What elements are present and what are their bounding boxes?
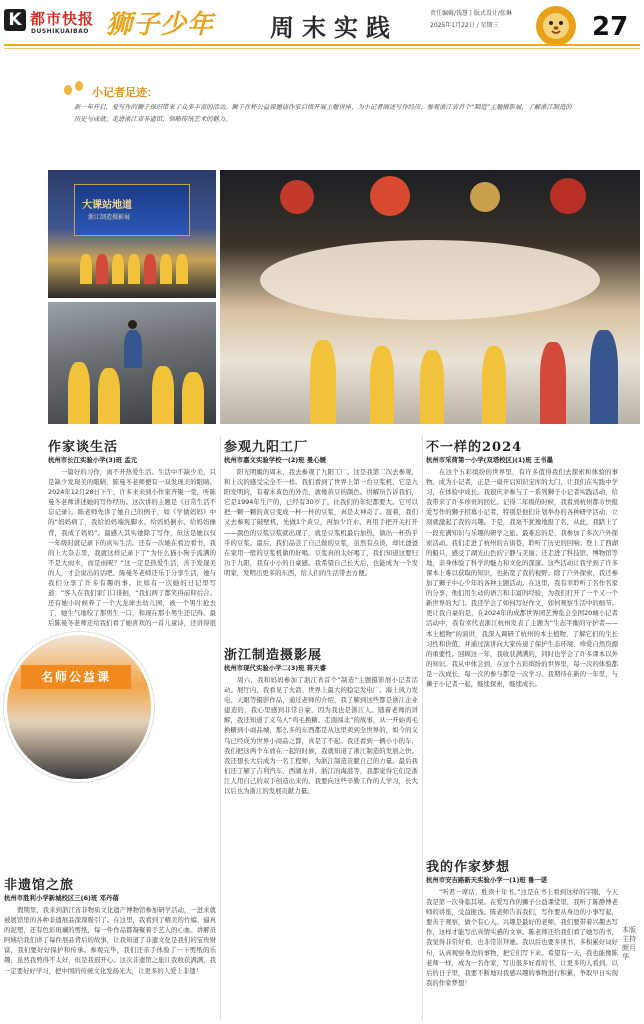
section-title: 周末实践 bbox=[270, 13, 398, 42]
column-divider bbox=[422, 436, 423, 1020]
child-figure bbox=[310, 340, 336, 424]
logo-mark-icon: K bbox=[4, 9, 26, 31]
lantern bbox=[370, 176, 410, 216]
child-figure bbox=[482, 346, 506, 424]
lantern bbox=[280, 180, 314, 214]
article-title: 不一样的2024 bbox=[426, 440, 523, 455]
article-byline: 杭州市采荷第一小学(双塔校区)(1)班 王书墨 bbox=[426, 456, 553, 464]
article-byline: 杭州市长江实验小学(3)班 孟元 bbox=[48, 456, 138, 464]
intro-text: 新一年开启，爱写作的狮子保旧带来了众多丰富的活动。狮子在杯公益课邀请作家启悟开展主题讲座，为小记者阐述写作经历；参观浙江省首个“制造”主题摄影展，了解浙江制造的历史与成就；走进浙江省非遗馆，领略传统艺术的魅力。 bbox=[74, 104, 572, 123]
intro-title: 小记者足迹： bbox=[92, 86, 158, 99]
photo-exhibition-group bbox=[48, 170, 216, 298]
lecture-banner: 名师公益课 bbox=[21, 665, 131, 689]
article-body: 在这个五彩缤纷的世界里，有许多值得我们去探索和体验的事物。成为小记者，正是一扇开启知识宝库的大门，让我们在实践中学习，在体验中成长。我很庆幸参与了一系列狮子小记者实践活动，给我带来了许多珍贵的回忆。记得二年级的时候，我看到杭州都市快报爱写作的狮子招募小记者，特别是他们计划举办的各种研学活动，立刻就激起了我的兴趣。于是，我毫不犹豫地报了名，从此，我踏上了一段充满知识与乐趣的研学之旅。最难忘的是，我参加了多次户外探索活动。我们走进了杭州的古街巷，聆听了历史的回响；登上了西湖的船只，感受了湖光山色的宁静与美丽；还走进了科技馆、博物馆等地，亲身体验了科学的魅力和文化的深邃。这些活动让我学到了许多课本上难以获取的知识，也拓宽了我的视野。除了户外探索，我还参加了狮子中心少年的各种主题活动。在这里，我有幸聆听了名作名家的分享，他们用生动的语言和丰富的经验，为我们打开了一个又一个新世界的大门。我还学会了如何写好作文，如何观察生活中的细节。更让我自豪的是，在2024年的成都世界园艺博览会全国20城小记者活动中，我有幸代表浙江杭州发表了主题为“生态平衡的守护者——本土植物”的演讲，我深入调研了杭州的本土植物，了解它们的生长习性和价值，并通过演讲向大家传递了保护生态环境、珍爱自然资源的重要性。回顾这一年，我收获满满的，同时也学会了许多课本以外的知识。我从中体会到，在这个五彩缤纷的世界里，每一次的体验都是一次成长，每一次的参与都是一次学习。我期待在新的一年里，与狮子小记者一起，继续探索，继续成长。 bbox=[426, 468, 618, 688]
screen-subtitle: 浙江制造摄影展 bbox=[88, 214, 131, 221]
article-body: 假期里，我来到浙江省非物质文化遗产博物馆参加研学活动，一进来就被展馆里的各种非遗展品深深吸引了。在这里，我看到了精美的竹编、逼真的泥塑，还有色彩斑斓的剪纸，每一件作品都凝聚着手艺人的心血。讲解员阿姨给我们讲了每件展品背后的故事，让我知道了非遗文化是我们的宝贵财富，我们要好好保护和传承。参观完毕，我们还亲手体验了一下剪纸的乐趣，虽然我剪得不太好，但是我很开心。这次非遗馆之旅让我收获满满，我一定要好好学习，把中国的传统文化发扬光大，让更多的人爱上非遗！ bbox=[4, 906, 216, 975]
photo-lantern-exhibit bbox=[220, 170, 640, 424]
article-byline: 杭州市安吉路新天实验小学一(1)班 鲁一诺 bbox=[426, 876, 548, 884]
article-body: 周六，我和妈妈参加了浙江省首个“制造”主题摄影展小记者活动。展厅内，我看见了火箭、世界上最大的稳定发电厂、海上风力发电、天眼等摄影作品，通过老师的介绍，我了解到这些都是浙江企业建造的，我心里感到非常自豪，因为我也是浙江人。随着老师的讲解，我还知道了义乌人“鸡毛换糖、走南闯北”的故事，从一开始鸡毛换糖到小商品城，那么多的东西都是从这里卖到全世界的，如今的义乌已经成为世界小商品之都，真是了不起。我还看到一辆小小的车，我们把这两个车放在一起的时候，我就知道了浙江制造的发展之快。我还想长大后成为一名工程师，为浙江制造贡献自己的力量。最后我们还了解了吉利汽车、西湖龙井、浙江的海港等，我都觉得它们是浙江人用自己的双手创造出来的。我要向这些辛勤工作的人学习，长大以后也为浙江的发展贡献力量。 bbox=[224, 676, 418, 796]
child-figure bbox=[152, 366, 174, 424]
child-figure bbox=[540, 342, 566, 424]
article-body: 一篇好的习作，离不开热爱生活。生活中不缺少美，只是缺少发现美的眼睛，陈曼冬老师便有一双发现美的眼睛。2024年12月28日下午，许多来来到小作家齐聚一堂，听陈曼冬老师讲述她的写作经历。这次讲的主题是《日常生活不忘记录》。陈老师先讲了她自己的例子，如《学做妈妈》中的“妈妈病了，我给妈妈端洗脚水、给妈妈倒水、给妈妈捶背，我成了妈妈”。最感人其实她除了写作，但这是她以仅一年级时就记录下的真实生活。还有一次她在看边看书，我的上大杂志里，我就这样记录下了“为什么猫小狗子流满的不是大雨水，而是雨呢？”这一定是热爱生活，善于发现美的人，才会说出的话吧。陈曼冬老师还乐于分享生活，她与我们分享了许多有趣的事。比如有一次她的日记里写道：“客人在我们家门口徘徊，“我们两了都笑得前仰后合。还有她小时候养了一个大龙球去幼儿园，被一个男生抢去了，她生气地咬了那男生一口，和现在那小男生还记得。最后陈曼冬老师还给我们看了她喜欢的一首儿童诗，还讲得很 bbox=[48, 468, 216, 628]
article-title: 参观九阳工厂 bbox=[224, 440, 309, 455]
child-figure bbox=[176, 254, 188, 284]
child-figure bbox=[420, 350, 444, 424]
article-body: 阳光明媚的周末，我去参观了九阳工厂。这是我第二次去参观，和上次的感受完全不一样。我们看到了世界上第一台豆浆机，它是九阳发明的，有着米黄色的外壳，就像黄豆的颜色。讲解员告诉我们，它是1994年生产的，已经有30岁了，比我们的年纪都要大。它可以把一颗一颗的黄豆变成一杯一杯的豆浆，真是太神奇了。接着，我们又去参观了破壁机，先做1个黄豆，再加少许水，再用手把开关打开——颜色的豆浆豆浆就出现了，就是豆浆机最后加热，做出一杯热乎乎的豆浆。最后，我们品尝了自己做的豆浆，虽然有点烫，却比爸爸在家用一般的豆浆机做的好喝。豆浆真的太好喝了，我们知道这要归功于九阳，我有小小的自豪感。我希望自己长大后，也能成为一个发明家，发明出更多的东西，给人们的生活带去方便。 bbox=[224, 468, 418, 577]
child-figure bbox=[144, 254, 156, 284]
lantern bbox=[550, 178, 586, 214]
child-figure bbox=[112, 254, 124, 284]
article-title: 我的作家梦想 bbox=[426, 860, 511, 875]
child-figure bbox=[370, 346, 394, 424]
lantern bbox=[470, 182, 500, 212]
article-body-continued bbox=[158, 632, 216, 782]
footprint-icon bbox=[62, 80, 88, 96]
host-credit: 本版主持 颜月华 bbox=[622, 926, 636, 961]
lion-mascot-icon bbox=[534, 4, 578, 48]
article-body-continued bbox=[48, 786, 216, 862]
logo-chinese-name: 都市快报 bbox=[30, 10, 95, 28]
article-body: “听君一席话，胜读十年书。”这是在书上看到这样的字眼，今天我是第一次身临其境。在爱写作的狮子公益课堂里，我听了陈静博老师的讲座，受益匪浅。陈老师告诉我们，写作要从身边的小事写起，要善于观察，做个有心人。兴趣是最好的老师，我们要带着兴趣去写作，这样才能写出真情实感的文章。陈老师还给我们看了她写的书，我觉得非常好看，也非常崇拜她。我以后也要多读书，多积累好词好句，认真观察身边的事物，把它们写下来。希望有一天，我也能像陈老师一样，成为一名作家，写出很多好看的书，让更多的人看到。以后的日子里，我要不断地对我感兴趣的事物进行积累，争取早日实现我的作家梦想！ bbox=[426, 888, 618, 987]
photo-lecture-audience bbox=[48, 302, 216, 424]
article-title: 浙江制造摄影展 bbox=[224, 648, 323, 663]
child-figure bbox=[98, 368, 120, 424]
child-figure bbox=[80, 254, 92, 284]
lantern-centerpiece bbox=[260, 240, 600, 320]
article-byline: 杭州市现代实验小学二(3)班 蒋天睿 bbox=[224, 664, 326, 672]
article-title: 作家谈生活 bbox=[48, 440, 119, 455]
adult-figure bbox=[128, 320, 137, 329]
article-title: 非遗馆之旅 bbox=[4, 878, 75, 893]
column-divider bbox=[220, 436, 221, 1020]
adult-figure bbox=[124, 330, 142, 368]
child-figure bbox=[96, 254, 108, 284]
photo-lecture-circle bbox=[4, 632, 154, 782]
article-byline: 杭州市胜利小学新城校区三(6)班 邓丹蓓 bbox=[4, 894, 119, 902]
brand-script-title: 狮子少年 bbox=[106, 10, 215, 40]
page-number: 27 bbox=[592, 12, 629, 42]
child-figure bbox=[160, 254, 172, 284]
adult-figure bbox=[590, 330, 618, 424]
child-figure bbox=[128, 254, 140, 284]
header-divider-thin bbox=[4, 48, 640, 49]
masthead bbox=[0, 0, 644, 62]
logo-english-name: DUSHIKUAIBAO bbox=[31, 28, 89, 35]
newspaper-logo bbox=[4, 6, 104, 42]
editor-credit: 责任编辑/钱慧 | 版式设计/张琳 bbox=[430, 10, 512, 17]
child-figure bbox=[182, 372, 204, 424]
screen-title: 大课站地道 bbox=[82, 200, 132, 211]
article-byline: 杭州市嘉文实验学校一(2)班 曼心媛 bbox=[224, 456, 326, 464]
issue-date: 2025年1月22日 / 星期三 bbox=[430, 22, 499, 29]
header-divider bbox=[4, 44, 640, 46]
child-figure bbox=[68, 362, 90, 424]
